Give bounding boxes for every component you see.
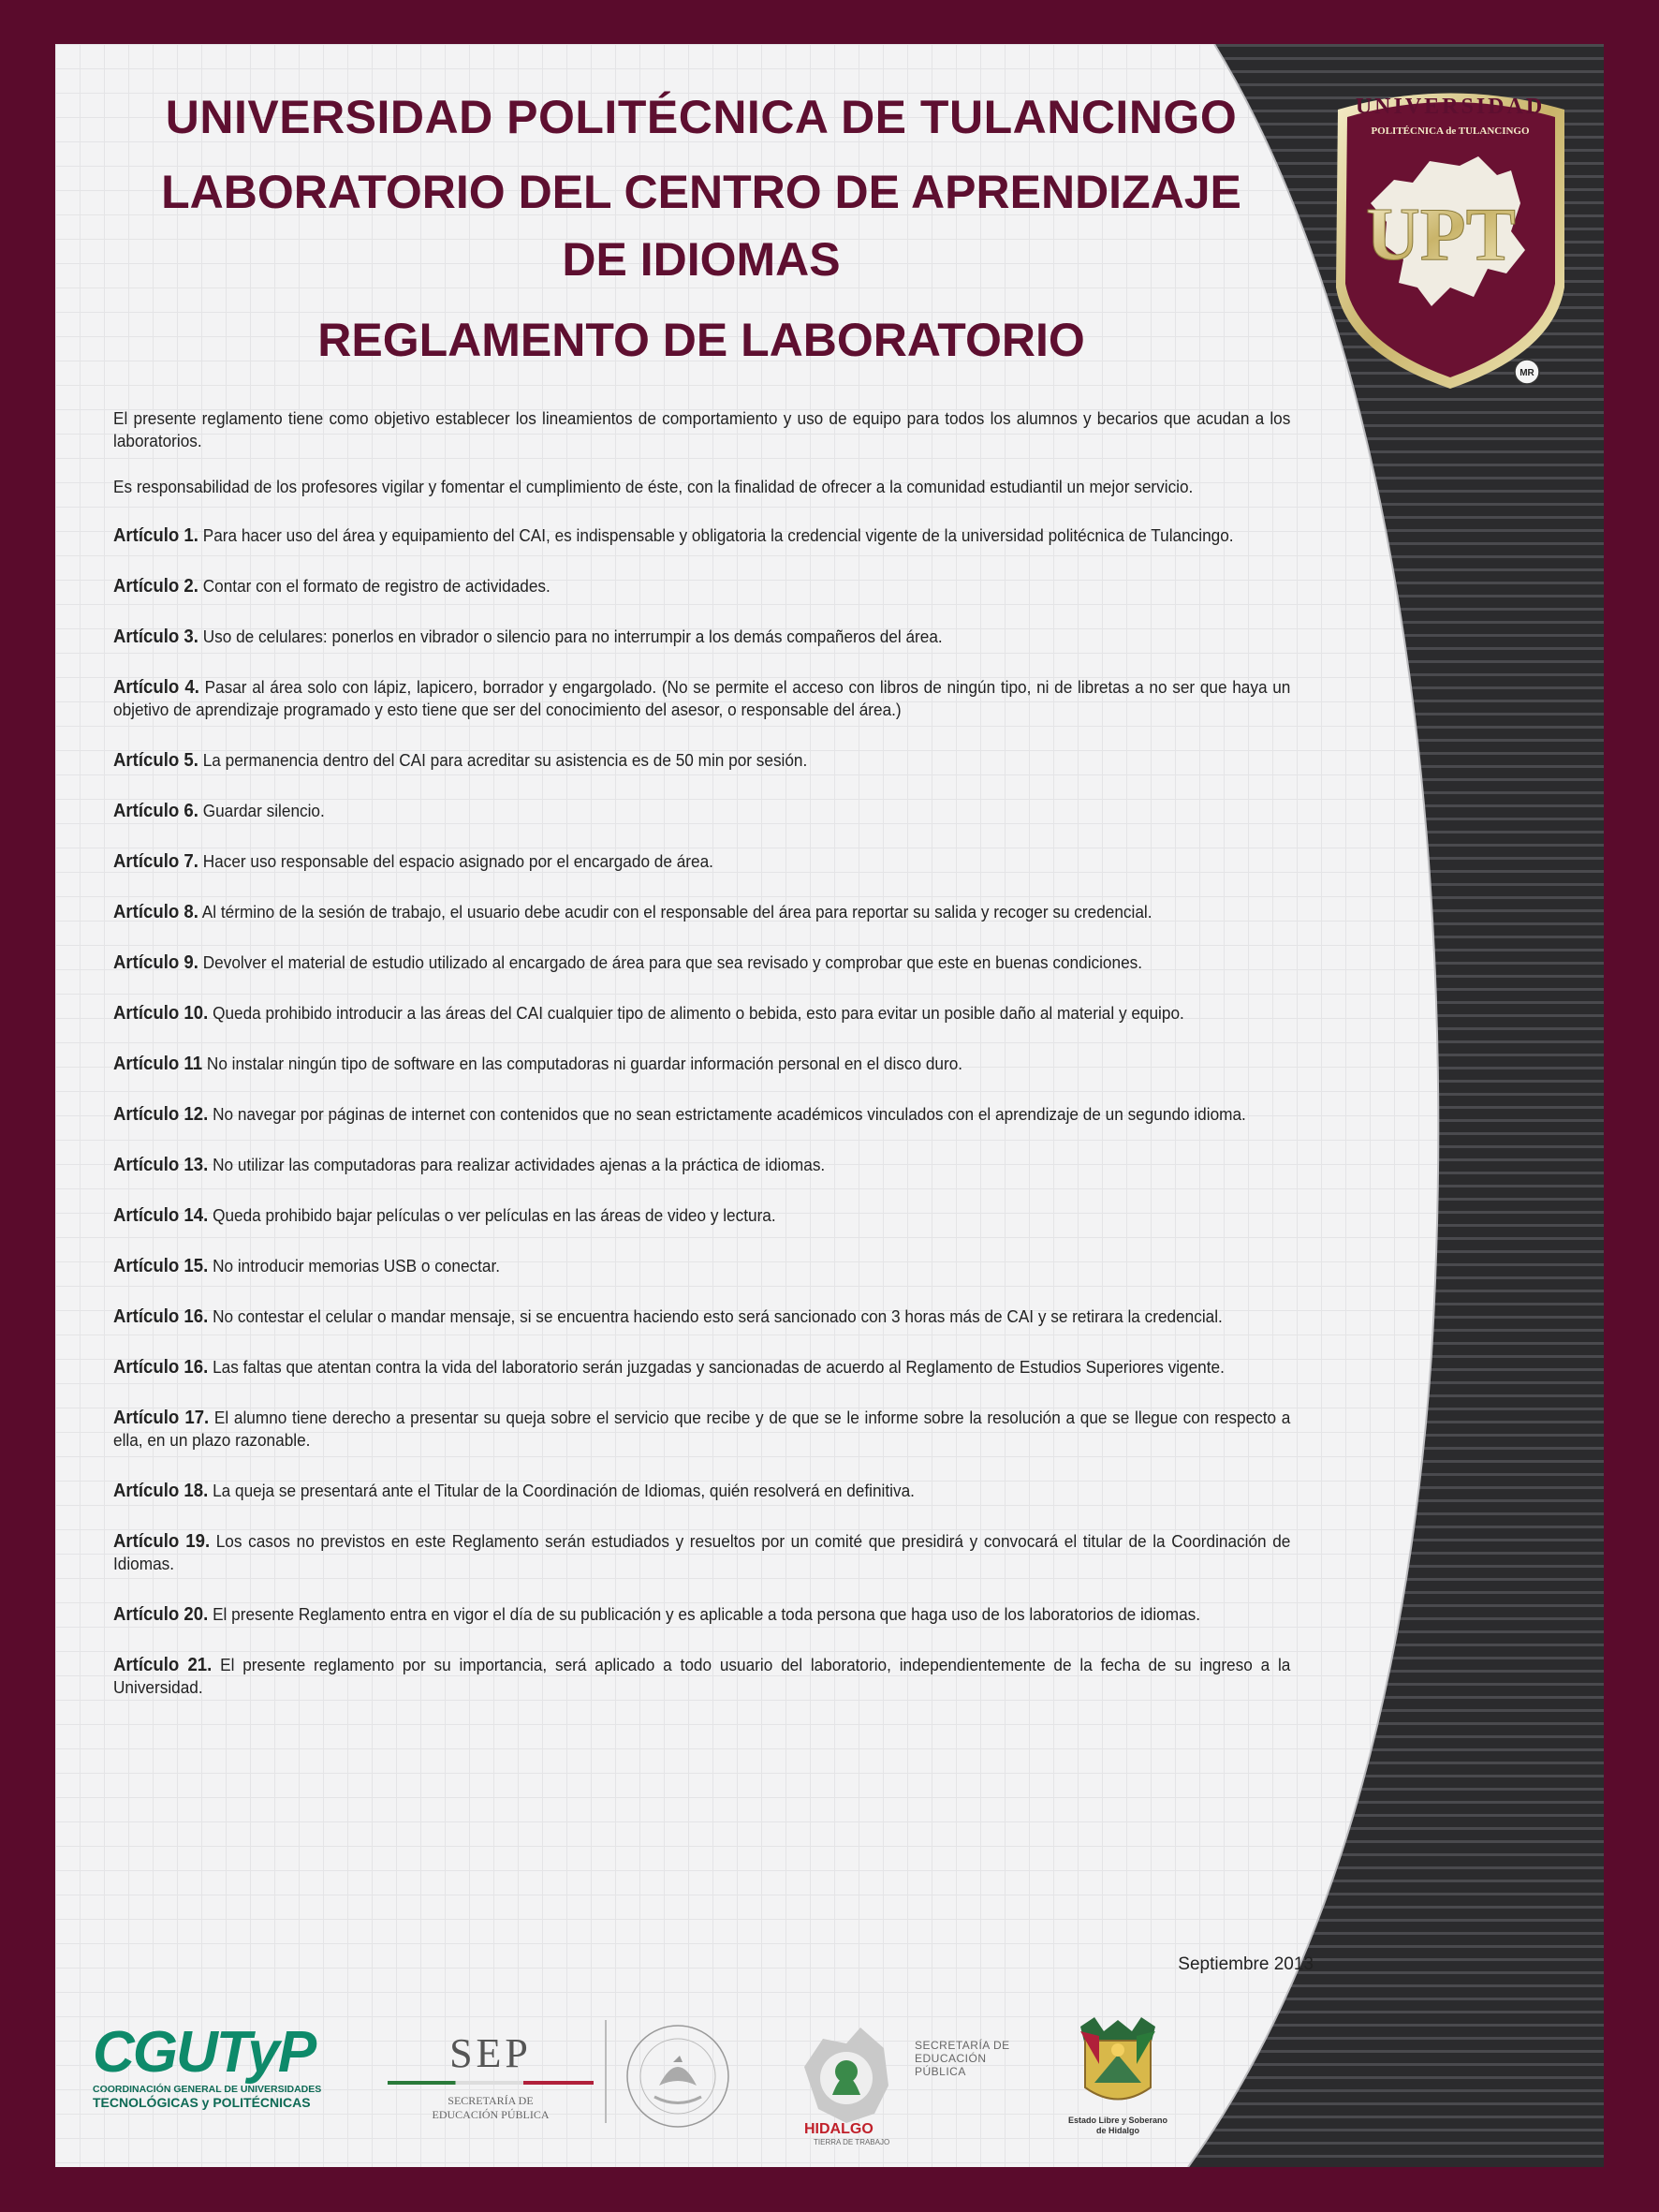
article-text: La permanencia dentro del CAI para acreditar su asistencia es de 50 min por sesión. bbox=[202, 750, 808, 770]
sep-logo bbox=[378, 2029, 603, 2122]
article-item bbox=[113, 1053, 1290, 1075]
article-item bbox=[113, 626, 1290, 648]
article-label: Artículo 7. bbox=[113, 851, 198, 872]
cgutyp-logo bbox=[93, 2020, 336, 2110]
upt-logo-top-text: UNIVERSIDAD bbox=[1355, 95, 1546, 119]
upt-monogram: UPT bbox=[1366, 194, 1516, 276]
article-item bbox=[113, 1356, 1290, 1379]
article-text: Queda prohibido introducir a las áreas del CAI cualquier tipo de alimento o bebida, esto para evitar un posible daño al material y equipo. bbox=[213, 1003, 1184, 1023]
hidalgo-coat-of-arms-icon bbox=[1066, 2013, 1169, 2116]
article-label: Artículo 20. bbox=[113, 1604, 209, 1625]
intro-paragraph: Es responsabilidad de los profesores vigilar y fomentar el cumplimiento de éste, con la finalidad de ofrecer a la comunidad estudiantil un mejor servicio. bbox=[113, 477, 1194, 496]
article-label: Artículo 15. bbox=[113, 1256, 209, 1276]
article-label: Artículo 4. bbox=[113, 677, 199, 698]
article-item bbox=[113, 575, 1290, 597]
article-label: Artículo 2. bbox=[113, 576, 198, 597]
date: Septiembre 2013 bbox=[1178, 1954, 1314, 1974]
article-item bbox=[113, 1654, 1290, 1699]
article-item bbox=[113, 1255, 1290, 1277]
article-text: No instalar ningún tipo de software en las computadoras ni guardar información personal en el disco duro. bbox=[206, 1054, 963, 1073]
regulation-body bbox=[113, 407, 1349, 1727]
article-label: Artículo 16. bbox=[113, 1306, 209, 1327]
article-text: No contestar el celular o mandar mensaje, si se encuentra haciendo esto será sancionado con 3 horas más de CAI y se retirara la credencial. bbox=[213, 1306, 1223, 1326]
article-text: Queda prohibido bajar películas o ver películas en las áreas de video y lectura. bbox=[213, 1205, 776, 1225]
article-text: No utilizar las computadoras para realizar actividades ajenas a la práctica de idiomas. bbox=[213, 1155, 826, 1174]
article-label: Artículo 1. bbox=[113, 525, 198, 546]
article-text: Devolver el material de estudio utilizado al encargado de área para que sea revisado y comprobar que este en buenas condiciones. bbox=[202, 952, 1143, 972]
article-item bbox=[113, 1305, 1290, 1328]
hidalgo-brand bbox=[804, 2121, 917, 2146]
regulation-title: REGLAMENTO DE LABORATORIO bbox=[317, 314, 1085, 366]
article-label: Artículo 14. bbox=[113, 1205, 209, 1226]
article-text: No introducir memorias USB o conectar. bbox=[213, 1256, 501, 1276]
article-text: La queja se presentará ante el Titular de la Coordinación de Idiomas, quién resolverá en definitiva. bbox=[213, 1481, 915, 1500]
article-list bbox=[113, 524, 1349, 1699]
hidalgo-sep-text bbox=[915, 2039, 1027, 2078]
footer-logos bbox=[55, 2011, 1272, 2160]
article-label: Artículo 18. bbox=[113, 1481, 209, 1501]
article-label: Artículo 10. bbox=[113, 1003, 209, 1024]
article-text: Hacer uso responsable del espacio asignado por el encargado de área. bbox=[202, 851, 713, 871]
article-item bbox=[113, 901, 1290, 923]
header bbox=[111, 89, 1291, 368]
article-item bbox=[113, 1103, 1290, 1126]
sep-line1: SECRETARÍA DE bbox=[448, 2094, 534, 2107]
registered-mark: MR bbox=[1520, 368, 1534, 378]
article-item bbox=[113, 1407, 1290, 1452]
article-text: Guardar silencio. bbox=[202, 801, 325, 820]
article-item bbox=[113, 1154, 1290, 1176]
article-label: Artículo 12. bbox=[113, 1104, 209, 1125]
upt-logo bbox=[1319, 72, 1581, 400]
article-text: Las faltas que atentan contra la vida del laboratorio serán juzgadas y sancionadas de acuerdo al Reglamento de Estudios Superiores vigente. bbox=[213, 1357, 1225, 1377]
article-item bbox=[113, 1603, 1290, 1626]
article-label: Artículo 13. bbox=[113, 1155, 209, 1175]
hidalgo-sep-line3: PÚBLICA bbox=[915, 2065, 966, 2078]
article-text: Contar con el formato de registro de actividades. bbox=[202, 576, 551, 596]
cgutyp-wordmark: CGUTyP bbox=[93, 2020, 316, 2085]
article-label: Artículo 21. bbox=[113, 1655, 213, 1675]
article-item bbox=[113, 676, 1290, 721]
article-item bbox=[113, 850, 1290, 873]
poster bbox=[55, 44, 1604, 2167]
mexico-seal-icon bbox=[622, 2020, 734, 2132]
article-label: Artículo 19. bbox=[113, 1531, 211, 1552]
hidalgo-wordmark: HIDALGO bbox=[804, 2121, 874, 2137]
article-item bbox=[113, 1480, 1290, 1502]
footer-divider bbox=[605, 2020, 607, 2123]
article-label: Artículo 9. bbox=[113, 952, 198, 973]
escudo-line1: Estado Libre y Soberano bbox=[1067, 2116, 1168, 2125]
article-item bbox=[113, 1002, 1290, 1025]
sep-flag-bar bbox=[388, 2081, 594, 2085]
article-text: El presente reglamento por su importancia, será aplicado a todo usuario del laboratorio, independientemente de la fecha de su ingreso a la Universidad. bbox=[113, 1655, 1291, 1697]
hidalgo-coat-of-arms-caption bbox=[1048, 2116, 1188, 2136]
article-item bbox=[113, 524, 1290, 547]
article-label: Artículo 17. bbox=[113, 1408, 210, 1428]
lab-title-line1: LABORATORIO DEL CENTRO DE APRENDIZAJE bbox=[161, 166, 1241, 218]
article-text: Pasar al área solo con lápiz, lapicero, borrador y engargolado. (No se permite el acceso con libros de ningún tipo, ni de libretas a no ser que haya un objetivo de aprendizaje programado y esto tiene que ser del conocimiento del asesor, o responsable del área.) bbox=[113, 677, 1291, 719]
article-item bbox=[113, 749, 1290, 772]
article-text: Al término de la sesión de trabajo, el usuario debe acudir con el responsable del área para reportar su salida y recoger su credencial. bbox=[201, 902, 1152, 922]
article-item bbox=[113, 800, 1290, 822]
intro-paragraph: El presente reglamento tiene como objetivo establecer los lineamientos de comportamiento y uso de equipo para todos los alumnos y becarios que acudan a los laboratorios. bbox=[113, 408, 1291, 450]
article-item bbox=[113, 1204, 1290, 1227]
article-text: Los casos no previstos en este Reglamento serán estudiados y resueltos por un comité que presidirá y convocará el titular de la Coordinación de Idiomas. bbox=[113, 1531, 1291, 1573]
sep-line2: EDUCACIÓN PÚBLICA bbox=[432, 2108, 550, 2121]
cgutyp-line2: TECNOLÓGICAS y POLITÉCNICAS bbox=[93, 2095, 311, 2110]
article-item bbox=[113, 1530, 1290, 1575]
lab-title-line2: DE IDIOMAS bbox=[562, 233, 841, 286]
article-text: El alumno tiene derecho a presentar su queja sobre el servicio que recibe y de que se le informe sobre la resolución a que se llegue con respecto a ella, en un plazo razonable. bbox=[113, 1408, 1291, 1450]
article-label: Artículo 8. bbox=[113, 902, 198, 922]
hidalgo-tagline: TIERRA DE TRABAJO bbox=[814, 2138, 890, 2146]
article-text: El presente Reglamento entra en vigor el día de su publicación y es aplicable a toda persona que haga uso de los laboratorios de idiomas. bbox=[213, 1604, 1201, 1624]
article-text: No navegar por páginas de internet con contenidos que no sean estrictamente académicos vinculados con el aprendizaje de un segundo idioma. bbox=[213, 1104, 1246, 1124]
article-text: Para hacer uso del área y equipamiento del CAI, es indispensable y obligatoria la credencial vigente de la universidad politécnica de Tulancingo. bbox=[202, 525, 1234, 545]
article-label: Artículo 5. bbox=[113, 750, 198, 771]
article-label: Artículo 6. bbox=[113, 801, 198, 821]
hidalgo-sep-line1: SECRETARÍA DE bbox=[915, 2039, 1010, 2052]
escudo-line2: de Hidalgo bbox=[1095, 2126, 1139, 2135]
page-title: UNIVERSIDAD POLITÉCNICA DE TULANCINGO bbox=[165, 91, 1238, 143]
article-label: Artículo 3. bbox=[113, 627, 198, 647]
article-label: Artículo 16. bbox=[113, 1357, 209, 1378]
article-label: Artículo 11 bbox=[113, 1054, 203, 1074]
cgutyp-line1: COORDINACIÓN GENERAL DE UNIVERSIDADES bbox=[93, 2084, 322, 2095]
article-text: Uso de celulares: ponerlos en vibrador o silencio para no interrumpir a los demás compañeros del área. bbox=[202, 627, 943, 646]
upt-logo-sub-text: POLITÉCNICA de TULANCINGO bbox=[1371, 125, 1530, 137]
sep-wordmark: SEP bbox=[449, 2030, 532, 2076]
article-item bbox=[113, 951, 1290, 974]
hidalgo-sep-line2: EDUCACIÓN bbox=[915, 2052, 987, 2065]
